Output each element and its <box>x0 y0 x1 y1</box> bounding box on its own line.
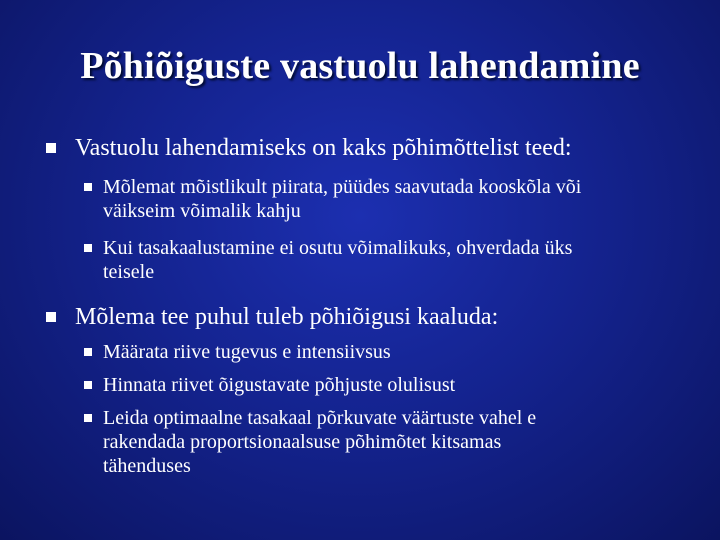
sub-bullet-square-icon <box>84 244 92 252</box>
sub-bullet-line: rakendada proportsionaalsuse põhimõtet kitsamas <box>103 431 502 453</box>
sub-bullet-line: teisele <box>103 261 155 283</box>
sub-bullet-line: Määrata riive tugevus e intensiivsus <box>103 341 391 363</box>
slide-title: Põhiõiguste vastuolu lahendamine <box>80 45 640 87</box>
sub-bullet-square-icon <box>84 414 92 422</box>
sub-bullet-square-icon <box>84 348 92 356</box>
sub-bullet-2-2 <box>103 373 703 397</box>
sub-bullet-line: tähenduses <box>103 455 191 477</box>
sub-bullet-line: Leida optimaalne tasakaal põrkuvate väärtuste vahel e <box>103 407 537 429</box>
sub-bullet-line: Mõlemat mõistlikult piirata, püüdes saavutada kooskõla või <box>103 176 582 198</box>
sub-bullet-square-icon <box>84 183 92 191</box>
sub-bullet-2-3 <box>103 406 703 478</box>
bullet-square-icon <box>46 143 56 153</box>
sub-bullet-line: Hinnata riivet õigustavate põhjuste olulisust <box>103 374 456 396</box>
sub-bullet-square-icon <box>84 381 92 389</box>
bullet-square-icon <box>46 312 56 322</box>
sub-bullet-1-2 <box>103 236 703 284</box>
sub-bullet-line: Kui tasakaalustamine ei osutu võimalikuks, ohverdada üks <box>103 237 573 259</box>
sub-bullet-1-1 <box>103 175 703 223</box>
sub-bullet-2-1 <box>103 340 703 364</box>
main-bullet-1: Vastuolu lahendamiseks on kaks põhimõttelist teed: <box>75 135 572 161</box>
sub-bullet-line: väikseim võimalik kahju <box>103 200 301 222</box>
main-bullet-2: Mõlema tee puhul tuleb põhiõigusi kaaluda: <box>75 304 499 330</box>
